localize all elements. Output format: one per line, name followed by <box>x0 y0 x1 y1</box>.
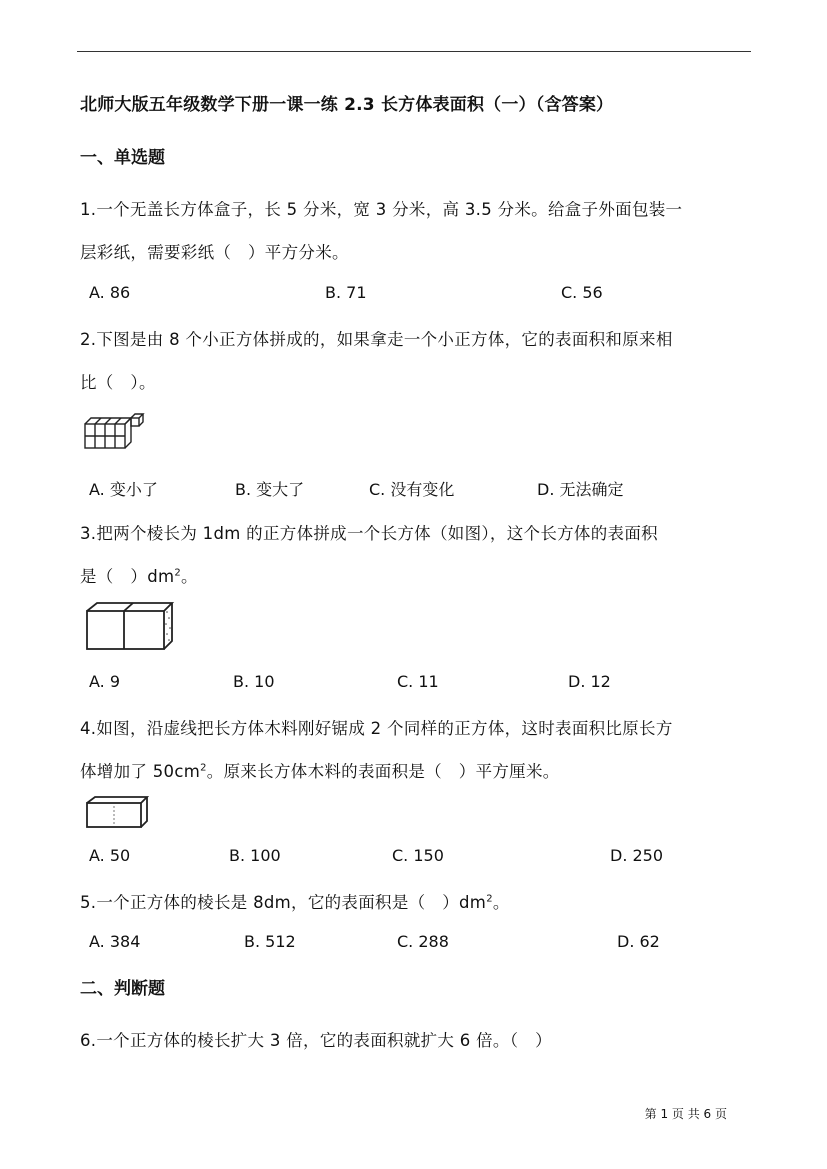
document-title: 北师大版五年级数学下册一课一练 2.3 长方体表面积（一）（含答案） <box>80 95 614 115</box>
question-3-option-d: D. 12 <box>568 672 611 691</box>
question-1-option-b: B. 71 <box>325 283 367 302</box>
question-3-option-c: C. 11 <box>397 672 439 691</box>
question-1-option-a: A. 86 <box>89 283 131 302</box>
cubes-figure <box>82 411 148 453</box>
question-2-option-d: D. 无法确定 <box>537 480 624 499</box>
cuboid-with-cut-line-figure <box>84 794 150 830</box>
header-rule <box>77 51 751 52</box>
two-cubes-cuboid-figure <box>84 600 176 652</box>
question-5-option-d: D. 62 <box>617 932 660 951</box>
question-3-option-a: A. 9 <box>89 672 121 691</box>
section-heading-true-false: 二、判断题 <box>80 979 165 999</box>
question-6-line-1: 6.一个正方体的棱长扩大 3 倍，它的表面积就扩大 6 倍。（ ） <box>80 1031 552 1050</box>
question-4-option-d: D. 250 <box>610 846 664 865</box>
question-4-option-b: B. 100 <box>229 846 281 865</box>
question-2-option-b: B. 变大了 <box>235 480 305 499</box>
question-1-line-1: 1.一个无盖长方体盒子，长 5 分米，宽 3 分米，高 3.5 分米。给盒子外面包装一 <box>80 200 683 219</box>
question-5-option-c: C. 288 <box>397 932 449 951</box>
question-5-line-1: 5.一个正方体的棱长是 8dm，它的表面积是（ ）$dm^2$。 <box>80 893 510 912</box>
question-3-line-1: 3.把两个棱长为 1dm 的正方体拼成一个长方体（如图），这个长方体的表面积 <box>80 524 658 543</box>
page-footer: 第 1 页 共 6 页 <box>644 1107 727 1121</box>
question-2-option-c: C. 没有变化 <box>369 480 455 499</box>
question-2-option-a: A. 变小了 <box>89 480 158 499</box>
question-1-line-2: 层彩纸，需要彩纸（ ）平方分米。 <box>80 243 349 262</box>
question-4-line-1: 4.如图，沿虚线把长方体木料刚好锯成 2 个同样的正方体，这时表面积比原长方 <box>80 719 673 738</box>
question-2-line-2: 比（ ）。 <box>80 373 156 392</box>
question-2-line-1: 2.下图是由 8 个小正方体拼成的，如果拿走一个小正方体，它的表面积和原来相 <box>80 330 673 349</box>
question-4-line-2: 体增加了 $50cm^2$。原来长方体木料的表面积是（ ）平方厘米。 <box>80 762 560 781</box>
question-4-option-c: C. 150 <box>392 846 444 865</box>
question-5-option-a: A. 384 <box>89 932 141 951</box>
question-3-option-b: B. 10 <box>233 672 275 691</box>
section-heading-single-choice: 一、单选题 <box>80 148 165 168</box>
question-1-option-c: C. 56 <box>561 283 603 302</box>
question-5-option-b: B. 512 <box>244 932 296 951</box>
question-4-option-a: A. 50 <box>89 846 131 865</box>
question-3-line-2: 是（ ）$dm^2$。 <box>80 567 198 586</box>
